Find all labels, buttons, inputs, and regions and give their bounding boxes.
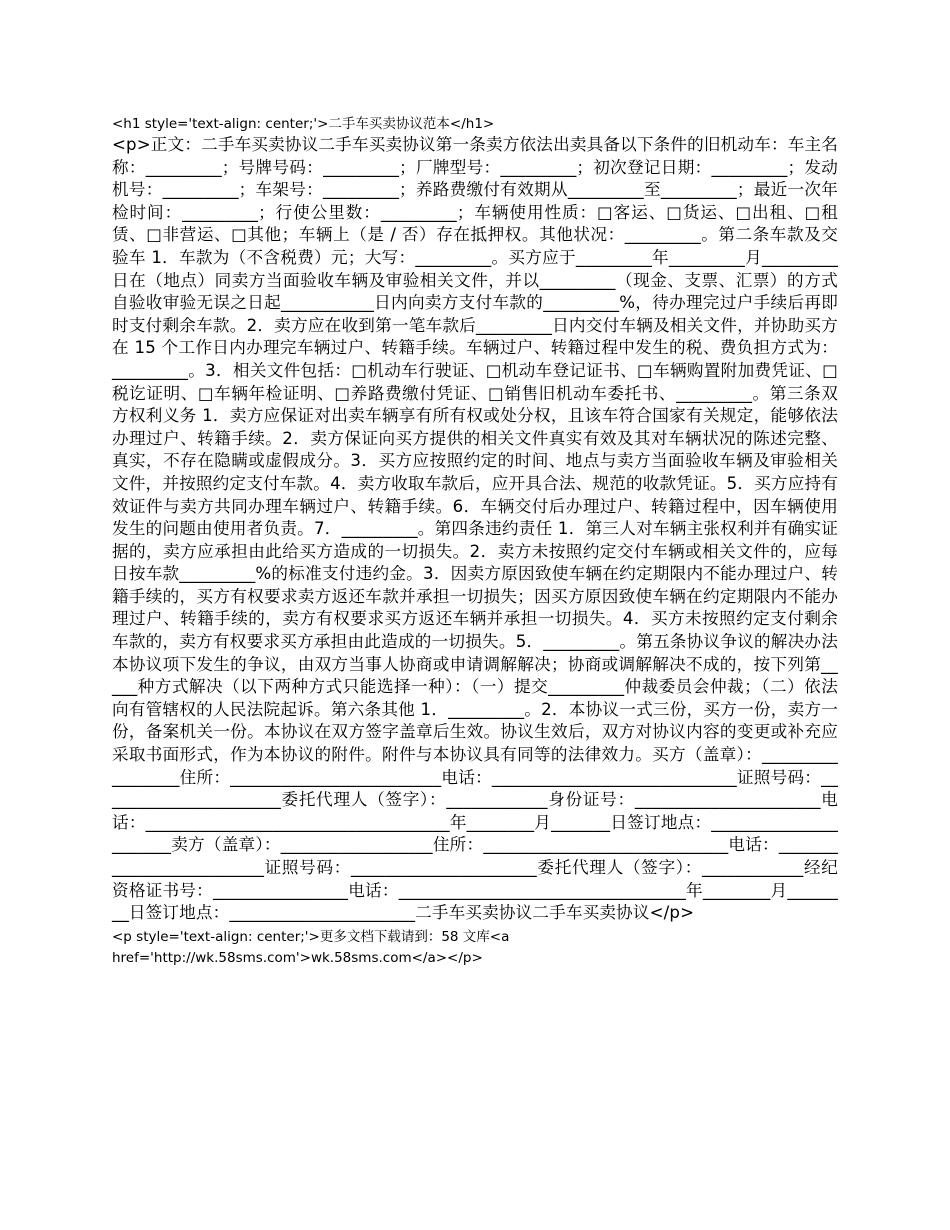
heading-markup-text: <h1 style='text-align: center;'>二手车买卖协议范本</h1> — [112, 116, 495, 132]
footer-markup-text: <p style='text-align: center;'>更多文档下载请到：58 文库<a href='http://wk.58sms.com'>wk.58sms.com</a></p> — [112, 928, 510, 966]
agreement-body-text: <p>正文：二手车买卖协议二手车买卖协议第一条卖方依法出卖具备以下条件的旧机动车：车主名称：_________；号牌号码：_________；厂牌型号：_________；初次登记日期：_________；发动机号：_________；车架号：_________；养路费缴付有效期从_________至_________；最近一次年检时间：_________；行使公里数：_________；车辆使用性质：□客运、□货运、□出租、□租赁、□非营运、□其他；车辆上（是 / 否）存在抵押权。其他状况：_________。第二条车款及交验车 1．车款为（不含税费）元；大写：_________。买方应于_________年_________月_________日在（地点）同卖方当面验收车辆及审验相关文件，并以_________（现金、支票、汇票）的方式自验收审验无误之日起___________日内向卖方支付车款的_________%，待办理完过户手续后再即时支付剩余车款。2．卖方应在收到第一笔车款后_________日内交付车辆及相关文件，并协助买方在 15 个工作日内办理完车辆过户、转籍手续。车辆过户、转籍过程中发生的税、费负担方式为：_________。3．相关文件包括：□机动车行驶证、□机动车登记证书、□车辆购置附加费凭证、□税讫证明、□车辆年检证明、□养路费缴付凭证、□销售旧机动车委托书、_________。第三条双方权利义务 1．卖方应保证对出卖车辆享有所有权或处分权，且该车符合国家有关规定，能够依法办理过户、转籍手续。2．卖方保证向买方提供的相关文件真实有效及其对车辆状况的陈述完整、真实，不存在隐瞒或虚假成分。3．买方应按照约定的时间、地点与卖方当面验收车辆及审验相关文件，并按照约定支付车款。4．卖方收取车款后，应开具合法、规范的收款凭证。5．买方应持有效证件与卖方共同办理车辆过户、转籍手续。6．车辆交付后办理过户、转籍过程中，因车辆使用发生的问题由使用者负责。7．_________。第四条违约责任 1．第三人对车辆主张权利并有确实证据的，卖方应承担由此给买方造成的一切损失。2．卖方未按照约定交付车辆或相关文件的，应每日按车款_________%的标准支付违约金。3．因卖方原因致使车辆在约定期限内不能办理过户、转籍手续的，买方有权要求卖方返还车款并承担一切损失；因买方原因致使车辆在约定期限内不能办理过户、转籍手续的，卖方有权要求买方返还车辆并承担一切损失。4．买方未按照约定支付剩余车款的，卖方有权要求买方承担由此造成的一切损失。5．_________。第五条协议争议的解决办法本协议项下发生的争议，由双方当事人协商或申请调解解决；协商或调解解决不成的，按下列第_____种方式解决（以下两种方式只能选择一种）：（一）提交_________仲裁委员会仲裁；（二）依法向有管辖权的人民法院起诉。第六条其他 1．_________。2．本协议一式三份，买方一份，卖方一份，备案机关一份。本协议在双方签字盖章后生效。协议生效后，双方对协议内容的变更或补充应采取书面形式，作为本协议的附件。附件与本协议具有同等的法律效力。买方（盖章）：_________________住所：_________________________电话：_____________________________证照号码：______________________委托代理人（签字）：____________身份证号：______________________电话：____________________________________年________月_______日签订地点：______________________卖方（盖章）：__________________住所：_____________________________电话：_________________________证照号码：______________________委托代理人（签字）：____________经纪资格证书号：________________电话：__________________________________年________月________日签订地点：______________________二手车买卖协议二手车买卖协议</p> — [112, 135, 838, 923]
